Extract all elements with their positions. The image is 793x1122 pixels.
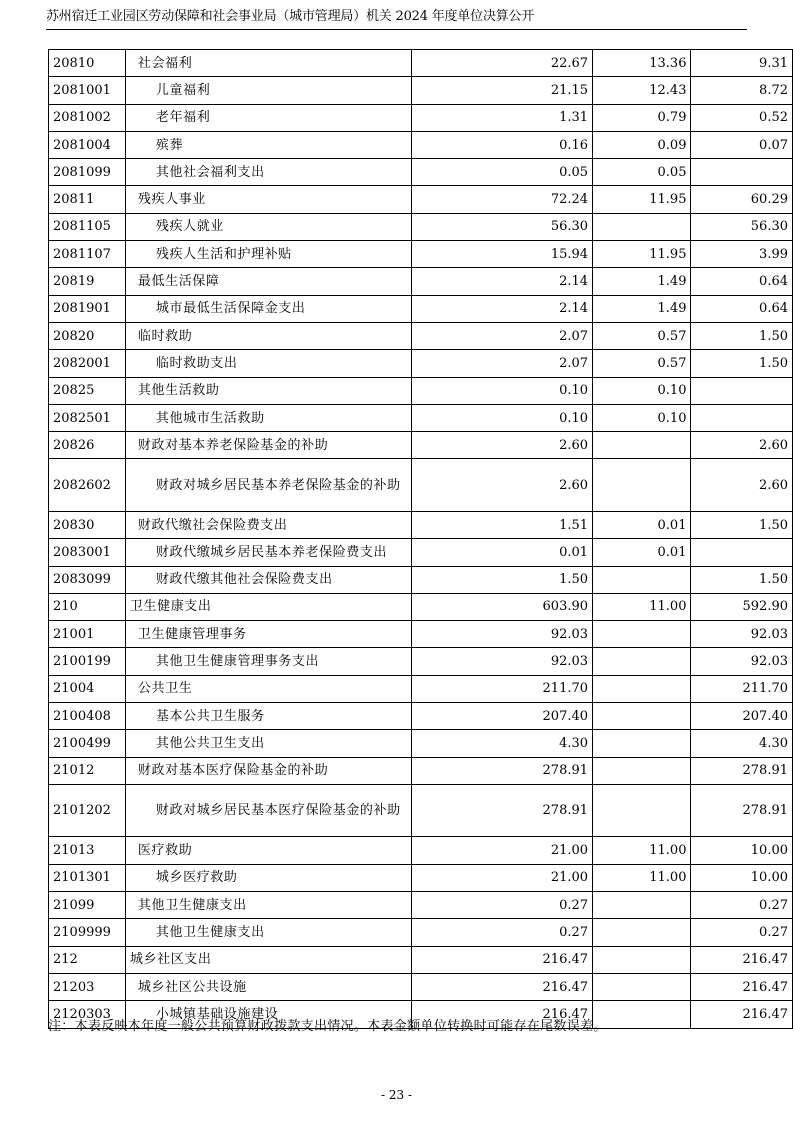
cell-total: 603.90: [412, 593, 593, 620]
cell-project: 216.47: [691, 1001, 793, 1028]
document-header: 苏州宿迁工业园区劳动保障和社会事业局（城市管理局）机关 2024 年度单位决算公开: [46, 9, 535, 24]
cell-basic: 11.00: [593, 593, 691, 620]
cell-basic: 0.05: [593, 159, 691, 186]
cell-basic: 12.43: [593, 77, 691, 104]
cell-name: 残疾人生活和护理补贴: [125, 241, 411, 268]
cell-code: 20810: [49, 50, 126, 77]
cell-project: 92.03: [691, 648, 793, 675]
cell-code: 2100499: [49, 730, 126, 757]
table-row: [49, 377, 793, 404]
cell-code: 210: [49, 593, 126, 620]
cell-basic: [593, 459, 691, 512]
cell-basic: [593, 432, 691, 459]
cell-basic: 0.01: [593, 539, 691, 566]
cell-project: 8.72: [691, 77, 793, 104]
expenditure-table-body: [49, 50, 793, 1029]
cell-name: 最低生活保障: [125, 268, 411, 295]
cell-basic: [593, 675, 691, 702]
table-row: [49, 159, 793, 186]
table-row: [49, 919, 793, 946]
cell-project: 1.50: [691, 322, 793, 349]
table-row: [49, 104, 793, 131]
cell-total: 0.16: [412, 131, 593, 158]
cell-name: 儿童福利: [125, 77, 411, 104]
cell-name: 城市最低生活保障金支出: [125, 295, 411, 322]
table-row: [49, 621, 793, 648]
cell-basic: [593, 973, 691, 1000]
cell-basic: [593, 213, 691, 240]
table-row: [49, 404, 793, 431]
cell-total: 1.31: [412, 104, 593, 131]
table-row: [49, 77, 793, 104]
cell-code: 2101301: [49, 864, 126, 891]
table-row: [49, 730, 793, 757]
cell-total: 56.30: [412, 213, 593, 240]
cell-project: 2.60: [691, 432, 793, 459]
cell-name: 其他卫生健康支出: [125, 919, 411, 946]
cell-code: 21001: [49, 621, 126, 648]
cell-project: 1.50: [691, 566, 793, 593]
cell-project: 9.31: [691, 50, 793, 77]
cell-code: 21013: [49, 837, 126, 864]
table-row: [49, 539, 793, 566]
table-row: [49, 459, 793, 512]
table-row: [49, 757, 793, 784]
cell-total: 278.91: [412, 757, 593, 784]
cell-name: 卫生健康支出: [125, 593, 411, 620]
cell-code: 2081001: [49, 77, 126, 104]
cell-name: 卫生健康管理事务: [125, 621, 411, 648]
cell-code: 2082001: [49, 350, 126, 377]
table-row: [49, 675, 793, 702]
cell-basic: 0.01: [593, 511, 691, 538]
cell-project: 4.30: [691, 730, 793, 757]
cell-project: 56.30: [691, 213, 793, 240]
cell-project: 1.50: [691, 350, 793, 377]
cell-name: 城乡医疗救助: [125, 864, 411, 891]
cell-project: [691, 404, 793, 431]
cell-code: 212: [49, 946, 126, 973]
cell-name: 财政对城乡居民基本养老保险基金的补助: [125, 459, 411, 512]
cell-code: 21099: [49, 892, 126, 919]
cell-project: [691, 159, 793, 186]
cell-basic: [593, 730, 691, 757]
table-row: [49, 892, 793, 919]
cell-basic: [593, 621, 691, 648]
cell-code: 21012: [49, 757, 126, 784]
table-row: [49, 703, 793, 730]
cell-code: 2101202: [49, 784, 126, 837]
table-row: [49, 213, 793, 240]
cell-code: 2083001: [49, 539, 126, 566]
table-row: [49, 432, 793, 459]
cell-total: 278.91: [412, 784, 593, 837]
cell-total: 0.05: [412, 159, 593, 186]
cell-name: 残疾人就业: [125, 213, 411, 240]
table-row: [49, 186, 793, 213]
table-row: [49, 648, 793, 675]
cell-basic: 13.36: [593, 50, 691, 77]
cell-name: 其他卫生健康支出: [125, 892, 411, 919]
cell-name: 财政对基本医疗保险基金的补助: [125, 757, 411, 784]
cell-total: 2.60: [412, 432, 593, 459]
cell-code: 2081105: [49, 213, 126, 240]
cell-basic: 1.49: [593, 268, 691, 295]
cell-project: 10.00: [691, 864, 793, 891]
cell-total: 2.14: [412, 295, 593, 322]
cell-name: 其他公共卫生支出: [125, 730, 411, 757]
cell-name: 城乡社区支出: [125, 946, 411, 973]
cell-code: 2109999: [49, 919, 126, 946]
cell-code: 20820: [49, 322, 126, 349]
cell-name: 基本公共卫生服务: [125, 703, 411, 730]
cell-name: 其他卫生健康管理事务支出: [125, 648, 411, 675]
cell-total: 1.50: [412, 566, 593, 593]
cell-name: 其他社会福利支出: [125, 159, 411, 186]
cell-project: 1.50: [691, 511, 793, 538]
table-row: [49, 50, 793, 77]
cell-code: 20830: [49, 511, 126, 538]
cell-total: 92.03: [412, 621, 593, 648]
table-row: [49, 295, 793, 322]
cell-name: 其他城市生活救助: [125, 404, 411, 431]
table-row: [49, 593, 793, 620]
table-row: [49, 837, 793, 864]
cell-project: 216.47: [691, 973, 793, 1000]
cell-basic: 11.95: [593, 241, 691, 268]
cell-total: 15.94: [412, 241, 593, 268]
cell-total: 21.00: [412, 864, 593, 891]
table-row: [49, 946, 793, 973]
cell-basic: 11.95: [593, 186, 691, 213]
cell-basic: 0.09: [593, 131, 691, 158]
cell-basic: 1.49: [593, 295, 691, 322]
table-row: [49, 864, 793, 891]
cell-name: 财政代缴其他社会保险费支出: [125, 566, 411, 593]
cell-code: 2081002: [49, 104, 126, 131]
cell-project: 278.91: [691, 757, 793, 784]
cell-code: 2081004: [49, 131, 126, 158]
cell-basic: 0.79: [593, 104, 691, 131]
cell-basic: [593, 566, 691, 593]
cell-name: 社会福利: [125, 50, 411, 77]
cell-basic: 0.57: [593, 322, 691, 349]
cell-code: 2120303: [49, 1001, 126, 1028]
cell-basic: 0.10: [593, 377, 691, 404]
cell-project: [691, 539, 793, 566]
cell-name: 医疗救助: [125, 837, 411, 864]
cell-total: 2.60: [412, 459, 593, 512]
cell-basic: [593, 946, 691, 973]
cell-code: 2081099: [49, 159, 126, 186]
cell-project: 92.03: [691, 621, 793, 648]
cell-total: 0.27: [412, 892, 593, 919]
page-number: - 23 -: [380, 1088, 412, 1102]
cell-basic: 11.00: [593, 837, 691, 864]
cell-project: 0.64: [691, 295, 793, 322]
table-row: [49, 268, 793, 295]
cell-basic: 11.00: [593, 864, 691, 891]
cell-project: 0.27: [691, 892, 793, 919]
cell-name: 财政代缴城乡居民基本养老保险费支出: [125, 539, 411, 566]
table-note: 注：本表反映本年度一般公共预算财政拨款支出情况。本表金额单位转换时可能存在尾数误差。: [48, 1019, 607, 1034]
cell-total: 207.40: [412, 703, 593, 730]
table-row: [49, 241, 793, 268]
cell-code: 2100199: [49, 648, 126, 675]
cell-project: 0.27: [691, 919, 793, 946]
cell-code: 20826: [49, 432, 126, 459]
cell-project: 207.40: [691, 703, 793, 730]
header-rule: [46, 29, 747, 30]
cell-name: 财政对城乡居民基本医疗保险基金的补助: [125, 784, 411, 837]
cell-code: 2081901: [49, 295, 126, 322]
cell-basic: [593, 648, 691, 675]
cell-total: 0.10: [412, 377, 593, 404]
cell-project: 3.99: [691, 241, 793, 268]
cell-code: 21203: [49, 973, 126, 1000]
cell-total: 211.70: [412, 675, 593, 702]
cell-name: 财政对基本养老保险基金的补助: [125, 432, 411, 459]
cell-total: 1.51: [412, 511, 593, 538]
table-row: [49, 973, 793, 1000]
cell-name: 老年福利: [125, 104, 411, 131]
cell-total: 0.01: [412, 539, 593, 566]
expenditure-table: [48, 49, 793, 1029]
cell-project: 592.90: [691, 593, 793, 620]
cell-code: 20819: [49, 268, 126, 295]
cell-name: 小城镇基础设施建设: [125, 1001, 411, 1028]
cell-project: 2.60: [691, 459, 793, 512]
cell-name: 临时救助: [125, 322, 411, 349]
cell-basic: 0.57: [593, 350, 691, 377]
cell-code: 20811: [49, 186, 126, 213]
table-row: [49, 322, 793, 349]
cell-total: 2.14: [412, 268, 593, 295]
cell-total: 92.03: [412, 648, 593, 675]
cell-basic: [593, 784, 691, 837]
cell-basic: [593, 703, 691, 730]
cell-name: 城乡社区公共设施: [125, 973, 411, 1000]
cell-code: 20825: [49, 377, 126, 404]
cell-basic: [593, 757, 691, 784]
cell-project: 278.91: [691, 784, 793, 837]
table-row: [49, 566, 793, 593]
cell-name: 殡葬: [125, 131, 411, 158]
cell-total: 2.07: [412, 322, 593, 349]
cell-project: 10.00: [691, 837, 793, 864]
cell-total: 4.30: [412, 730, 593, 757]
cell-basic: [593, 892, 691, 919]
cell-total: 21.15: [412, 77, 593, 104]
cell-name: 临时救助支出: [125, 350, 411, 377]
cell-basic: [593, 919, 691, 946]
cell-project: [691, 377, 793, 404]
cell-project: 216.47: [691, 946, 793, 973]
cell-name: 财政代缴社会保险费支出: [125, 511, 411, 538]
table-row: [49, 350, 793, 377]
cell-code: 2100408: [49, 703, 126, 730]
cell-project: 0.64: [691, 268, 793, 295]
cell-total: 22.67: [412, 50, 593, 77]
cell-project: 60.29: [691, 186, 793, 213]
cell-basic: 0.10: [593, 404, 691, 431]
cell-total: 0.10: [412, 404, 593, 431]
table-row: [49, 131, 793, 158]
cell-code: 2083099: [49, 566, 126, 593]
cell-total: 216.47: [412, 946, 593, 973]
cell-total: 21.00: [412, 837, 593, 864]
cell-project: 0.07: [691, 131, 793, 158]
cell-code: 2082602: [49, 459, 126, 512]
cell-total: 216.47: [412, 1001, 593, 1028]
cell-project: 211.70: [691, 675, 793, 702]
cell-total: 216.47: [412, 973, 593, 1000]
cell-total: 72.24: [412, 186, 593, 213]
cell-code: 21004: [49, 675, 126, 702]
cell-code: 2081107: [49, 241, 126, 268]
table-row: [49, 511, 793, 538]
table-row: [49, 784, 793, 837]
cell-name: 残疾人事业: [125, 186, 411, 213]
cell-name: 公共卫生: [125, 675, 411, 702]
cell-total: 2.07: [412, 350, 593, 377]
cell-code: 2082501: [49, 404, 126, 431]
cell-project: 0.52: [691, 104, 793, 131]
cell-name: 其他生活救助: [125, 377, 411, 404]
cell-total: 0.27: [412, 919, 593, 946]
